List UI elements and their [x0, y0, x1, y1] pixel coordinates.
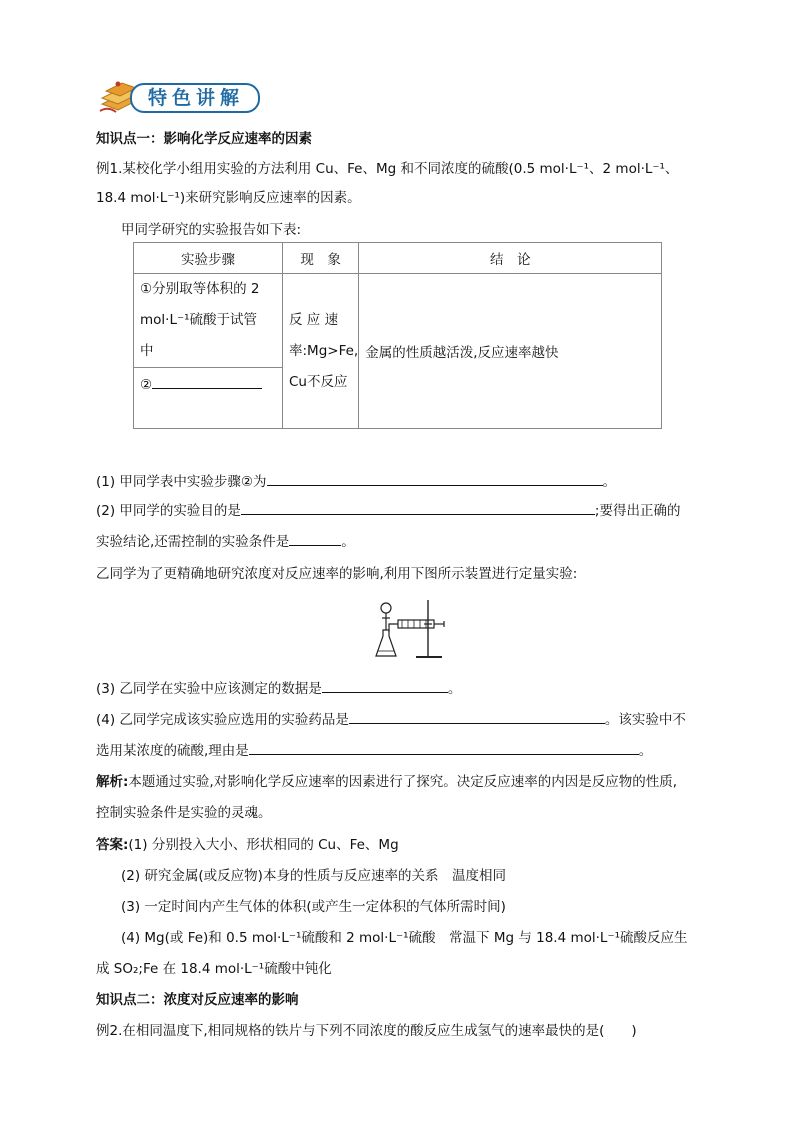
example2-line1: 例2.在相同温度下,相同规格的铁片与下列不同浓度的酸反应生成氢气的速率最快的是( ) [96, 1023, 637, 1039]
q2-line2-text: 实验结论,还需控制的实验条件是 [96, 534, 290, 550]
q2-suffix: ;要得出正确的 [594, 503, 681, 519]
q1-blank[interactable] [267, 471, 603, 486]
table-header-phenomenon: 现 象 [283, 243, 359, 274]
table-cell-step1 [134, 274, 283, 368]
q4-line2-text: 选用某浓度的硫酸,理由是 [96, 743, 249, 759]
question-3 [96, 677, 461, 697]
q4-reason-blank[interactable] [249, 740, 639, 755]
q3-blank[interactable] [322, 678, 448, 693]
gas-syringe-apparatus-figure [372, 596, 452, 662]
phenomenon-line1: 反 应 速 [289, 311, 339, 328]
q4-suffix: 。该实验中不 [604, 712, 686, 728]
table-header-conclusion: 结 论 [359, 243, 662, 274]
q3-text: (3) 乙同学在实验中应该测定的数据是 [96, 681, 322, 697]
example1-line2: 18.4 mol·L⁻¹)来研究影响反应速率的因素。 [96, 190, 361, 206]
phenomenon-line2: 率:Mg>Fe, [289, 342, 359, 359]
example1-line1: 例1.某校化学小组用实验的方法利用 Cu、Fe、Mg 和不同浓度的硫酸(0.5 mol·L⁻¹、2 mol·L⁻¹、 [96, 161, 679, 177]
question-2-line2 [96, 530, 355, 550]
question-2 [96, 499, 680, 519]
q2-line2-suffix: 。 [341, 534, 355, 550]
question-4 [96, 708, 686, 728]
answer-line1 [96, 833, 399, 853]
q3-suffix: 。 [447, 681, 462, 697]
example1-intro: 甲同学研究的实验报告如下表: [121, 222, 302, 238]
banner-title: 特色讲解 [148, 87, 245, 109]
step1-line3: 中 [140, 343, 154, 359]
answer-4: (4) Mg(或 Fe)和 0.5 mol·L⁻¹硫酸和 2 mol·L⁻¹硫酸 常温下 Mg 与 18.4 mol·L⁻¹硫酸反应生 [121, 930, 688, 946]
q2-condition-blank[interactable] [289, 531, 341, 546]
section-heading-1: 知识点一：影响化学反应速率的因素 [96, 131, 312, 147]
analysis-line2: 控制实验条件是实验的灵魂。 [96, 805, 272, 821]
step2-blank[interactable] [152, 374, 262, 389]
step1-line1: ①分别取等体积的 2 [140, 281, 260, 297]
q4-text: (4) 乙同学完成该实验应选用的实验药品是 [96, 712, 349, 728]
question-4-line2 [96, 739, 652, 759]
section-heading-2: 知识点二：浓度对反应速率的影响 [96, 992, 299, 1008]
table-cell-step2 [134, 368, 283, 429]
experiment-report-table [133, 242, 662, 429]
q4-blank[interactable] [349, 709, 605, 724]
table-cell-conclusion: 金属的性质越活泼,反应速率越快 [359, 274, 662, 429]
step1-line2: mol·L⁻¹硫酸于试管 [140, 312, 258, 328]
q2-text: (2) 甲同学的实验目的是 [96, 503, 241, 519]
answer-1: (1) 分别投入大小、形状相同的 Cu、Fe、Mg [128, 837, 399, 853]
answer-3: (3) 一定时间内产生气体的体积(或产生一定体积的气体所需时间) [121, 899, 506, 915]
analysis-label: 解析: [96, 774, 129, 790]
question-1 [96, 470, 616, 490]
section-banner [96, 80, 261, 113]
transition-text: 乙同学为了更精确地研究浓度对反应速率的影响,利用下图所示装置进行定量实验: [96, 566, 578, 582]
table-cell-phenomenon [283, 274, 359, 429]
analysis-line1 [96, 770, 677, 790]
table-header-step: 实验步骤 [134, 243, 283, 274]
q1-suffix: 。 [602, 474, 617, 490]
q4-line2-suffix: 。 [638, 743, 653, 759]
q2-blank[interactable] [241, 500, 595, 515]
answer-4-line2: 成 SO₂;Fe 在 18.4 mol·L⁻¹硫酸中钝化 [96, 961, 332, 977]
step2-label: ② [140, 377, 153, 393]
answer-2: (2) 研究金属(或反应物)本身的性质与反应速率的关系 温度相同 [121, 868, 506, 884]
answer-label: 答案: [96, 837, 129, 853]
q1-text: (1) 甲同学表中实验步骤②为 [96, 474, 267, 490]
analysis-text: 本题通过实验,对影响化学反应速率的因素进行了探究。决定反应速率的内因是反应物的性质, [128, 774, 677, 790]
phenomenon-line3: Cu不反应 [289, 373, 348, 390]
